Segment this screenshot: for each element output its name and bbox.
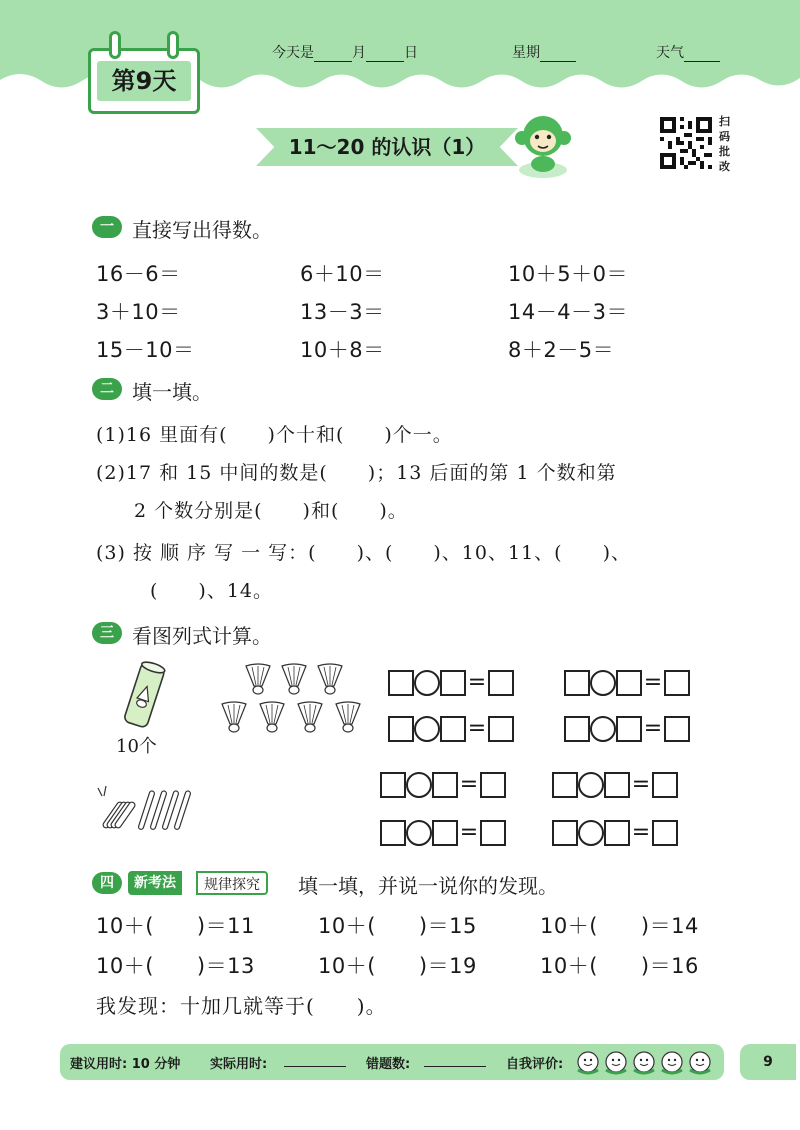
equation: 16－6＝ (96, 262, 181, 286)
shuttlecock-icon (222, 702, 246, 732)
equation-box-row[interactable]: = (552, 770, 678, 800)
page-number: 9 (740, 1044, 796, 1080)
equation: 10＋5＋0＝ (508, 262, 628, 286)
section-title: 填一填，并说一说你的发现。 (298, 874, 558, 898)
pattern-explore-badge: 规律探究 (196, 871, 268, 895)
equation-box-row[interactable]: = (380, 818, 506, 848)
equation: 13－3＝ (300, 300, 385, 324)
fill-question: ( )、14。 (150, 580, 274, 602)
equation: 10＋( )＝13 (96, 954, 255, 978)
fill-question: (1)16 里面有( )个十和( )个一。 (96, 424, 453, 446)
sticks-bundle-icon (92, 782, 202, 840)
shuttlecock-icon (336, 702, 360, 732)
suggested-time: 建议用时: 10 分钟 (70, 1057, 181, 1072)
shuttlecock-icon (246, 664, 270, 694)
weather-field[interactable]: 天气 (656, 42, 720, 62)
equation: 8＋2－5＝ (508, 338, 615, 362)
equation-box-row[interactable]: = (380, 770, 506, 800)
equation: 14－4－3＝ (508, 300, 628, 324)
section-number: 四 (92, 872, 122, 894)
shuttlecock-icon (318, 664, 342, 694)
error-count-label: 错题数: (366, 1057, 411, 1072)
fill-question: 2 个数分别是( )和( )。 (134, 500, 408, 522)
shuttlecock-icon (260, 702, 284, 732)
equation: 6＋10＝ (300, 262, 385, 286)
weekday-field[interactable]: 星期 (512, 42, 576, 62)
smiley-face-icon[interactable] (578, 1052, 598, 1073)
equation: 10＋( )＝15 (318, 914, 477, 938)
equation-box-row[interactable]: = (564, 668, 690, 698)
smiley-face-icon[interactable] (690, 1052, 710, 1073)
section-title: 直接写出得数。 (132, 218, 272, 242)
smiley-face-icon[interactable] (634, 1052, 654, 1073)
smiley-face-icon[interactable] (606, 1052, 626, 1073)
equation-box-row[interactable]: = (388, 714, 514, 744)
shuttlecock-tube-icon (116, 660, 172, 732)
finding-text: 我发现：十加几就等于( )。 (96, 994, 387, 1018)
equation-box-row[interactable]: = (564, 714, 690, 744)
section-number: 三 (92, 622, 122, 644)
shuttlecocks-group (214, 660, 374, 742)
fill-question: (2)17 和 15 中间的数是( )；13 后面的第 1 个数和第 (96, 462, 617, 484)
shuttlecock-icon (282, 664, 306, 694)
equation-box-row[interactable]: = (388, 668, 514, 698)
tube-count-label: 10个 (116, 736, 157, 757)
smiley-face-icon[interactable] (662, 1052, 682, 1073)
binder-ring (109, 31, 121, 59)
equation: 15－10＝ (96, 338, 195, 362)
equation: 3＋10＝ (96, 300, 181, 324)
equation: 10＋( )＝19 (318, 954, 477, 978)
date-field[interactable]: 今天是 月 日 (272, 45, 418, 61)
scan-grading-label: 扫 码 批 改 (719, 115, 730, 173)
equation-box-row[interactable]: = (552, 818, 678, 848)
equation: 10＋8＝ (300, 338, 385, 362)
shuttlecock-icon (298, 702, 322, 732)
day-tab (88, 48, 200, 114)
new-method-badge: 新考法 (128, 871, 182, 895)
section-title: 填一填。 (132, 380, 212, 404)
day-label: 第9天 (97, 61, 191, 101)
section-number: 二 (92, 378, 122, 400)
qr-code-icon[interactable] (660, 116, 712, 170)
self-eval-label: 自我评价: (506, 1057, 564, 1072)
self-eval-faces[interactable] (576, 1046, 722, 1078)
monkey-mascot-icon (512, 108, 574, 180)
actual-time-field[interactable] (284, 1066, 346, 1067)
equation: 10＋( )＝16 (540, 954, 699, 978)
error-count-field[interactable] (424, 1066, 486, 1067)
lesson-title: 11～20 的认识（1） (288, 135, 486, 159)
fill-question: (3) 按 顺 序 写 一 写：( )、( )、10、11、( )、 (96, 542, 631, 564)
actual-time-label: 实际用时: (210, 1057, 268, 1072)
equation: 10＋( )＝11 (96, 914, 255, 938)
section-title: 看图列式计算。 (132, 624, 272, 648)
section-number: 一 (92, 216, 122, 238)
binder-ring (167, 31, 179, 59)
equation: 10＋( )＝14 (540, 914, 699, 938)
